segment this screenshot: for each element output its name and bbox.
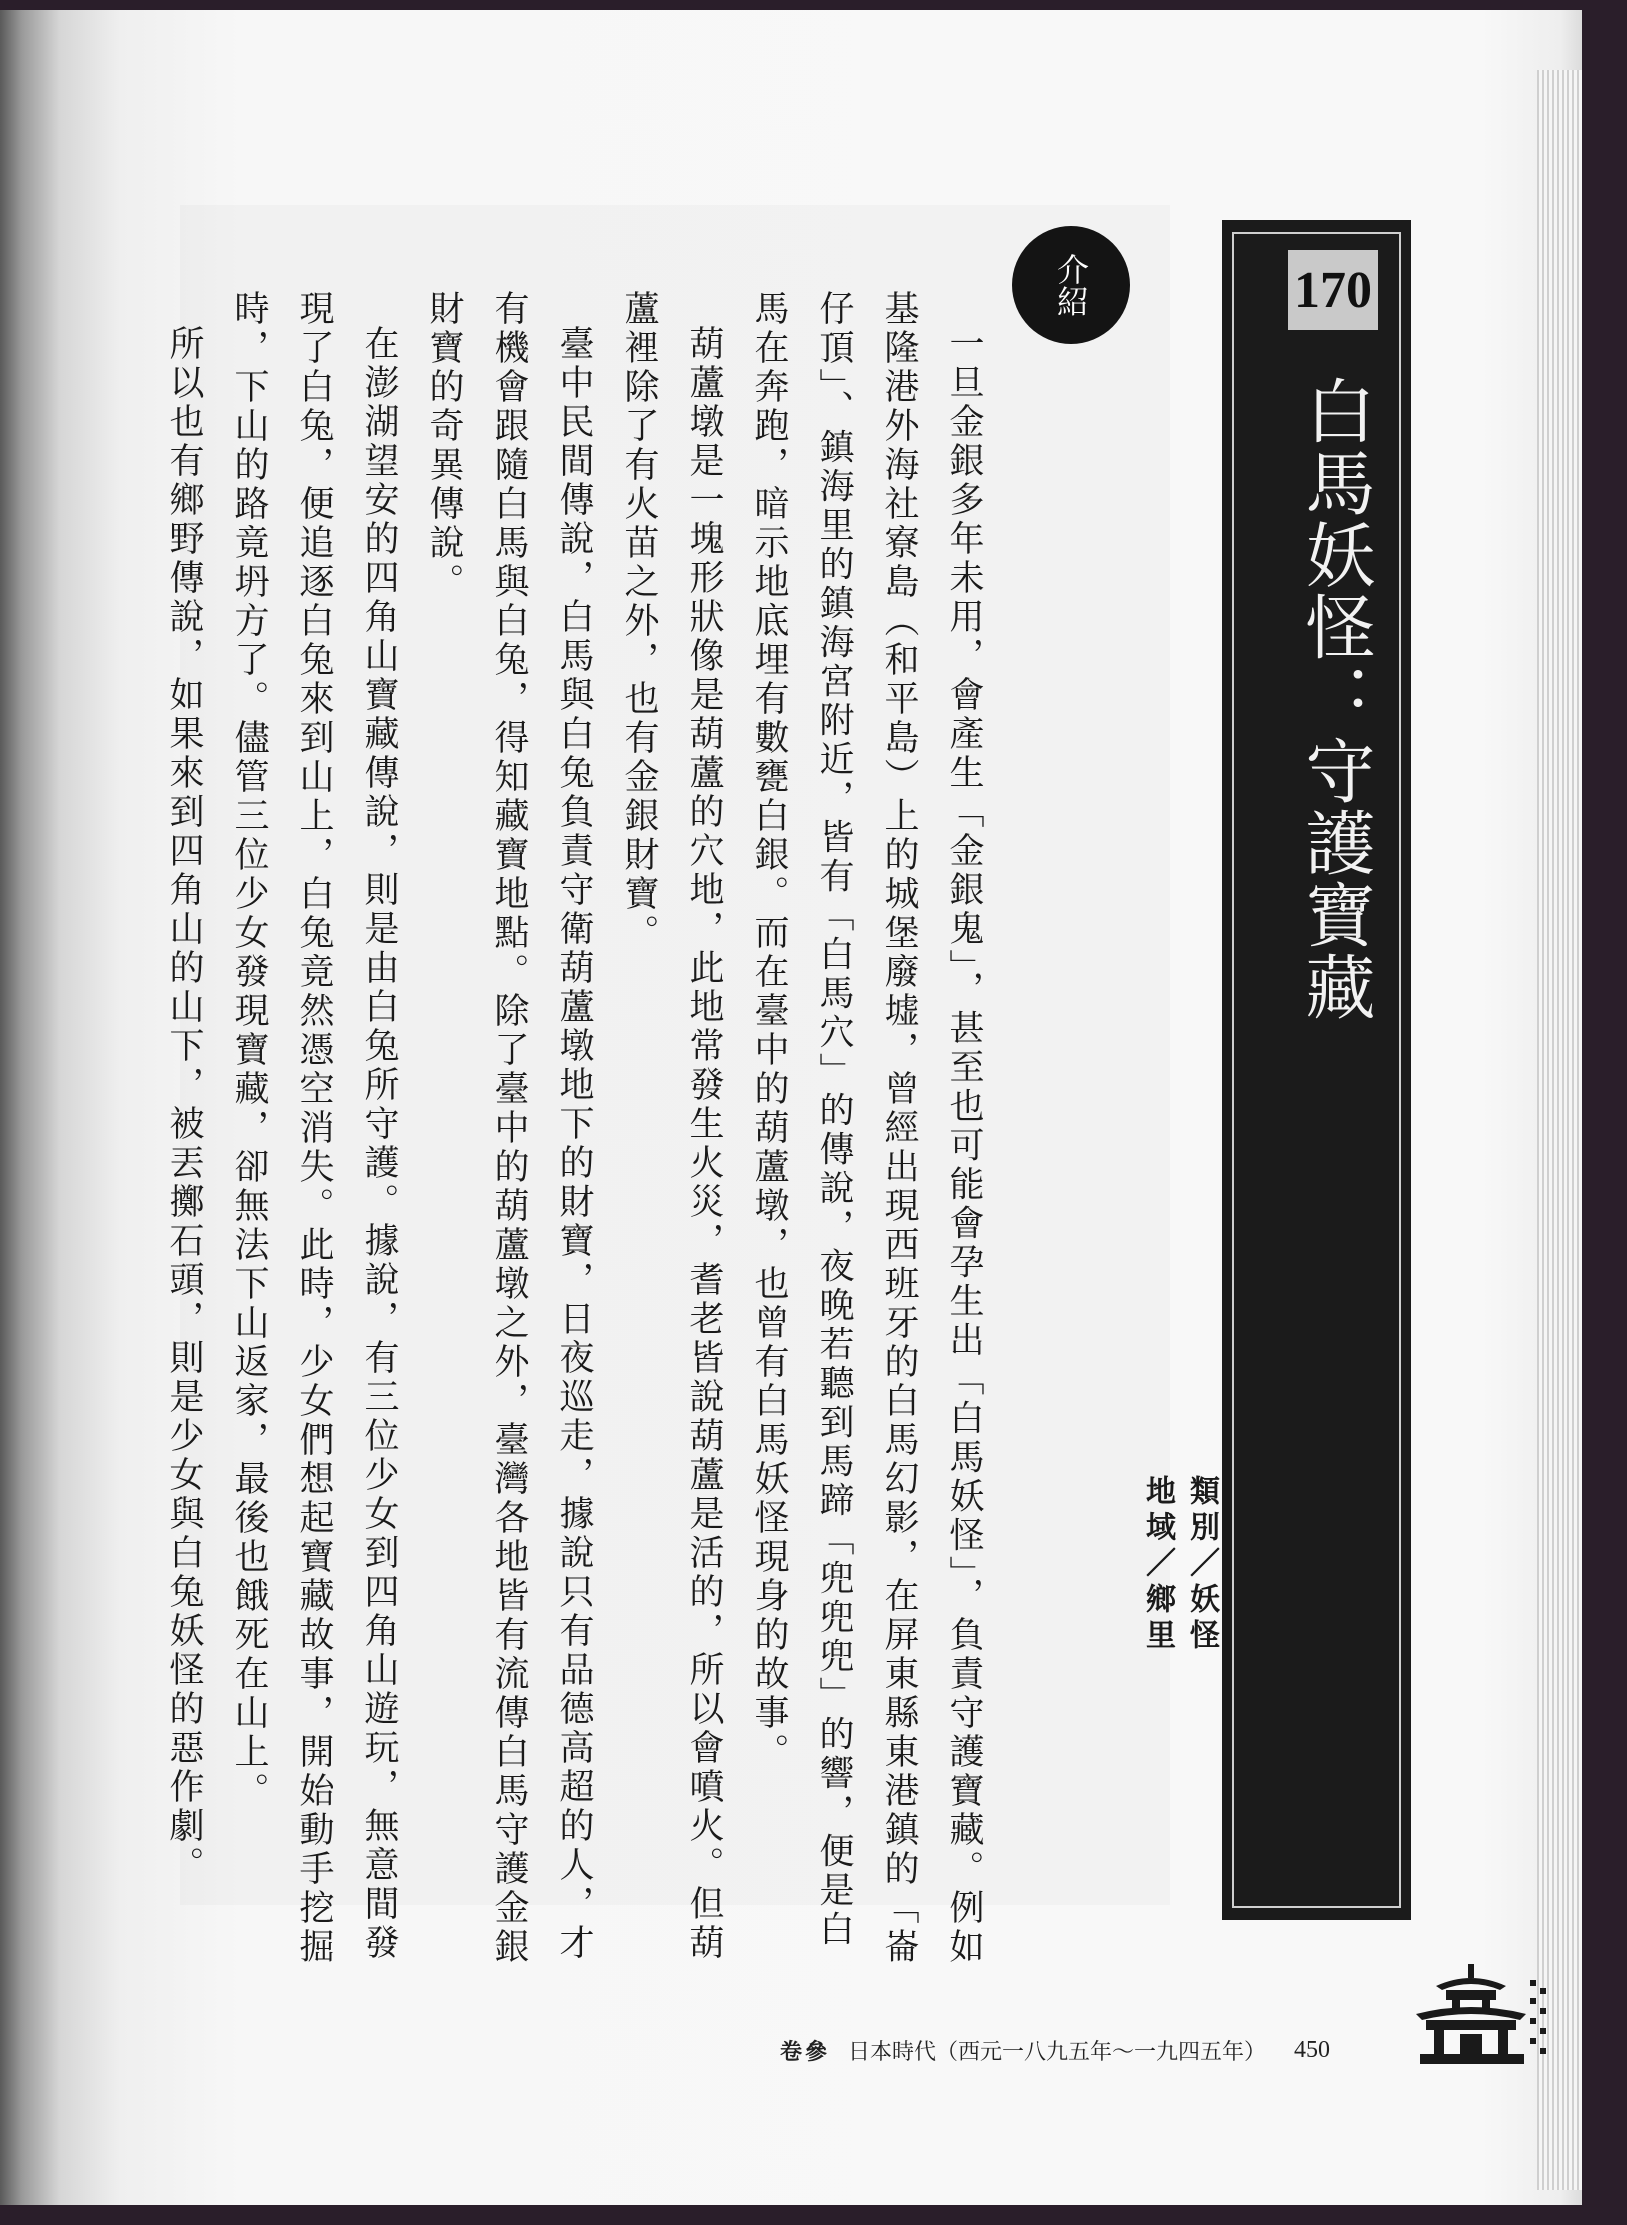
pagoda-icon xyxy=(1396,1960,1556,2070)
entry-title: 白馬妖怪：守護寶藏 xyxy=(1294,375,1376,1023)
paragraph-4: 在澎湖望安的四角山寶藏傳說，則是由白兔所守護。據說，有三位少女到四角山遊玩，無意間發現了白兔，便追逐白兔來到山上，白兔竟然憑空消失。此時，少女們想起寶藏故事，開始動手挖掘時，下山的路竟坍方了。儘管三位少女發現寶藏，卻無法下山返家，最後也餓死在山上。 xyxy=(229,290,399,1967)
entry-number: 170 xyxy=(1288,250,1378,330)
page-stack-edge xyxy=(1537,70,1582,2190)
paragraph-5: 所以也有鄉野傳說，如果來到四角山的山下，被丟擲石頭，則是少女與白兔妖怪的惡作劇。 xyxy=(164,325,204,1885)
intro-badge xyxy=(1012,226,1130,344)
category-type: 類別／妖怪 xyxy=(1184,1475,1219,1655)
footer-volume: 卷參 xyxy=(780,2038,831,2065)
paragraph-1: 一旦金銀多年未用，會產生「金銀鬼」，甚至也可能會孕生出「白馬妖怪」，負責守護寶藏。例如基隆港外海社寮島（和平島）上的城堡廢墟，曾經出現西班牙的白馬幻影，在屏東縣東港鎮的「崙仔頂」、鎮海里的鎮海宮附近，皆有「白馬穴」的傳說，夜晚若聽到馬蹄「兜兜兜」的響，便是白馬在奔跑，暗示地底埋有數甕白銀。而在臺中的葫蘆墩，也曾有白馬妖怪現身的故事。 xyxy=(749,290,984,1967)
page-footer xyxy=(780,2030,1330,2070)
footer-era: 日本時代（西元一八九五年～一九四五年） xyxy=(848,2039,1267,2065)
paragraph-2: 葫蘆墩是一塊形狀像是葫蘆的穴地，此地常發生火災，耆老皆說葫蘆是活的，所以會噴火。但葫蘆裡除了有火苗之外，也有金銀財寶。 xyxy=(619,290,724,1963)
body-text xyxy=(166,290,996,1980)
category-block xyxy=(1140,1475,1220,1925)
category-region: 地域／鄉里 xyxy=(1140,1475,1175,1655)
intro-badge-label: 介紹 xyxy=(1052,253,1090,317)
paragraph-3: 臺中民間傳說，白馬與白兔負責守衛葫蘆墩地下的財寶，日夜巡走，據說只有品德高超的人，才有機會跟隨白馬與白兔，得知藏寶地點。除了臺中的葫蘆墩之外，臺灣各地皆有流傳白馬守護金銀財寶的奇異傳說。 xyxy=(424,290,594,1967)
page-number: 450 xyxy=(1294,2036,1331,2063)
